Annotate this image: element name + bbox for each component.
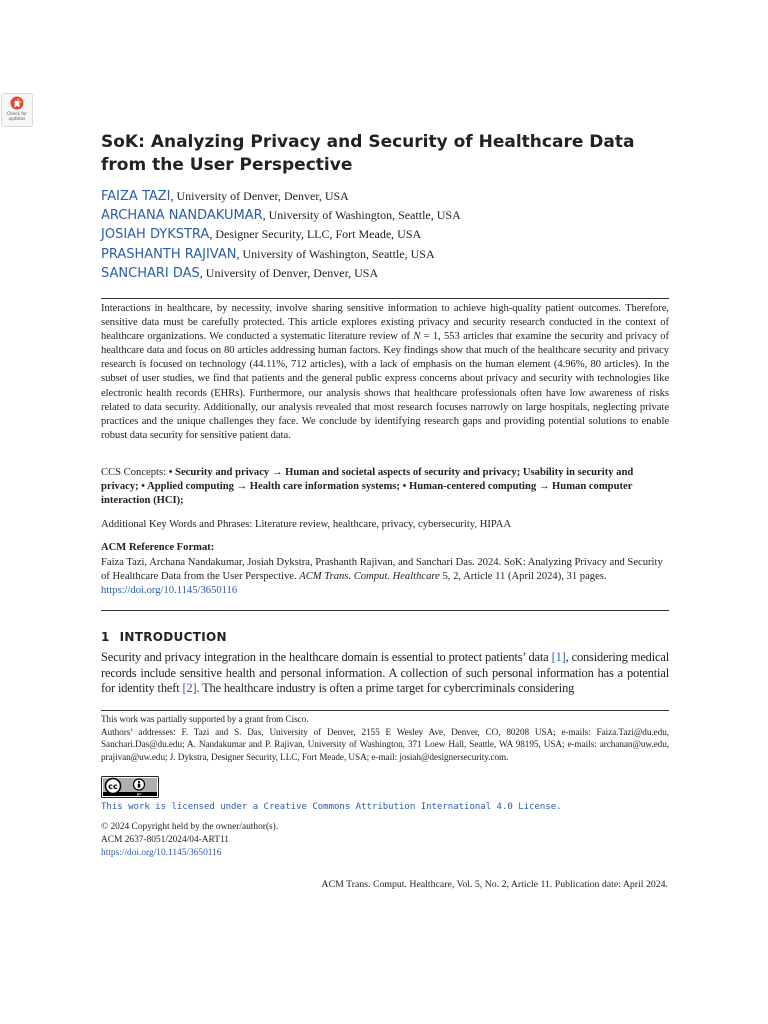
intro-text: . The healthcare industry is often a prime target for cybercriminals considering <box>196 681 575 695</box>
check-for-updates-badge[interactable] <box>1 93 33 127</box>
license-link[interactable]: This work is licensed under a Creative Commons Attribution International 4.0 License. <box>101 802 562 812</box>
author-affiliation: , University of Denver, Denver, USA <box>170 189 349 203</box>
paper-title: SoK: Analyzing Privacy and Security of Healthcare Data from the User Perspective <box>101 132 635 175</box>
author-affiliation: , University of Washington, Seattle, USA <box>236 246 435 261</box>
reference-doi-link[interactable]: https://doi.org/10.1145/3650116 <box>101 585 238 597</box>
intro-text: Security and privacy integration in the healthcare domain is essential to protect patients’ data <box>101 650 552 664</box>
intro-paragraph <box>101 650 669 697</box>
section-title: INTRODUCTION <box>119 630 227 644</box>
footnote-rule <box>101 710 669 711</box>
author-entry <box>101 225 669 244</box>
footnote <box>101 713 669 763</box>
abstract-top-rule <box>101 298 669 299</box>
cc-mark-text: cc <box>108 782 118 791</box>
bookmark-ribbon-icon <box>9 96 25 112</box>
copyright-block <box>101 821 669 860</box>
author-name[interactable]: FAIZA TAZI <box>101 189 171 204</box>
keywords: Additional Key Words and Phrases: Literature review, healthcare, privacy, cybersecurity, HIPAA <box>101 519 512 530</box>
ccs-label: CCS Concepts: <box>101 467 169 478</box>
author-name[interactable]: ARCHANA NANDAKUMAR <box>101 208 263 224</box>
section-heading-introduction <box>101 630 669 644</box>
citation-link[interactable]: [2] <box>182 681 197 695</box>
author-addresses: Authors’ addresses: F. Tazi and S. Das, University of Denver, 2155 E Wesley Ave, Denver, CO, 80208 USA; e-mails: Faiza.Tazi@du.edu, Sanchari.Das@du.edu; A. Nandakumar and P. Rajivan, University of Washington, 371 Loew Hall, Seattle, WA 98195, USA; e-mails: archanan@uw.edu, prajivan@uw.edu; J. Dykstra, Designer Security, LLC, Fort Meade, USA; e-mail: josiah@designersecurity.com. <box>101 726 669 762</box>
citation-link[interactable]: [1] <box>551 650 566 664</box>
by-mark-text: BY <box>136 792 142 797</box>
author-name[interactable]: PRASHANTH RAJIVAN <box>101 246 237 262</box>
section-number: 1 <box>101 630 110 644</box>
reference-citation: Faiza Tazi, Archana Nandakumar, Josiah Dykstra, Prashanth Rajivan, and Sanchari Das. 2024. SoK: Analyzing Privacy and Security of Healthcare Data from the User Perspective. <box>101 557 663 583</box>
author-entry <box>101 264 669 283</box>
author-affiliation: , Designer Security, LLC, Fort Meade, USA <box>209 227 422 242</box>
abstract <box>101 302 669 443</box>
copyright-doi-link[interactable]: https://doi.org/10.1145/3650116 <box>101 848 222 858</box>
ccs-concepts-list: • Security and privacy → Human and societal aspects of security and privacy; Usability in security and privacy; • Applied computing → Health care information systems; • Human-centered computing → Human computer interaction (HCI); <box>101 467 634 507</box>
page-footer: ACM Trans. Comput. Healthcare, Vol. 5, No. 2, Article 11. Publication date: April 2024. <box>321 879 668 890</box>
abstract-n-symbol: N <box>413 331 421 343</box>
ccs-concepts <box>101 466 669 508</box>
funding-note: This work was partially supported by a grant from Cisco. <box>101 714 309 724</box>
copyright-line: © 2024 Copyright held by the owner/author(s). <box>101 822 279 832</box>
reference-volume: 5, 2, Article 11 (April 2024), 31 pages. <box>439 571 607 583</box>
author-entry <box>101 187 669 206</box>
acm-article-code: ACM 2637-8051/2024/04-ART11 <box>101 835 229 845</box>
abstract-text-part1: Interactions in healthcare, by necessity, involve sharing sensitive information to achieve high-quality patient outcomes. Therefore, sensitive data must be carefully protected. This article explores existing privacy and security research conducted in the context of healthcare organizations. We conducted a systematic literature review of <box>101 303 669 343</box>
abstract-bottom-rule <box>101 610 669 611</box>
author-entry <box>101 245 669 264</box>
reference-journal: ACM Trans. Comput. Healthcare <box>299 571 440 583</box>
author-affiliation: , University of Washington, Seattle, USA <box>262 208 461 223</box>
author-list <box>101 187 669 283</box>
creative-commons-by-icon[interactable] <box>101 776 159 798</box>
abstract-text-part2: = 1, 553 articles that examine the security and privacy of healthcare data and focus on 80 articles addressing human factors. Key findings show that much of the healthcare security and privacy research is focused on technology (44.11%, 712 articles), with a lack of emphasis on the human element (4.96%, 80 articles). In the subset of user studies, we find that patients and the general public express concerns about privacy and security with technologies like electronic health records (EHRs). Furthermore, our analysis shows that healthcare professionals often have low awareness of risks related to data security. Additionally, our analysis revealed that most research focuses narrowly on large hospitals, neglecting private practices and the unique challenges they face. We conclude by identifying research gaps and providing potential solutions to enable robust data security for sensitive patient data. <box>101 331 669 441</box>
badge-label-line2: updates <box>8 115 26 121</box>
author-name[interactable]: JOSIAH DYKSTRA <box>101 227 210 243</box>
author-entry <box>101 206 669 225</box>
reference-text <box>101 556 669 598</box>
author-affiliation: , University of Denver, Denver, USA <box>199 265 379 280</box>
intro-text: , considering medical records include sensitive health and personal information. A collection of such personal information has a potential for identity theft <box>101 650 670 695</box>
author-name[interactable]: SANCHARI DAS <box>101 265 200 281</box>
badge-label-line1: Check for <box>7 111 27 116</box>
reference-heading: ACM Reference Format: <box>101 542 215 553</box>
